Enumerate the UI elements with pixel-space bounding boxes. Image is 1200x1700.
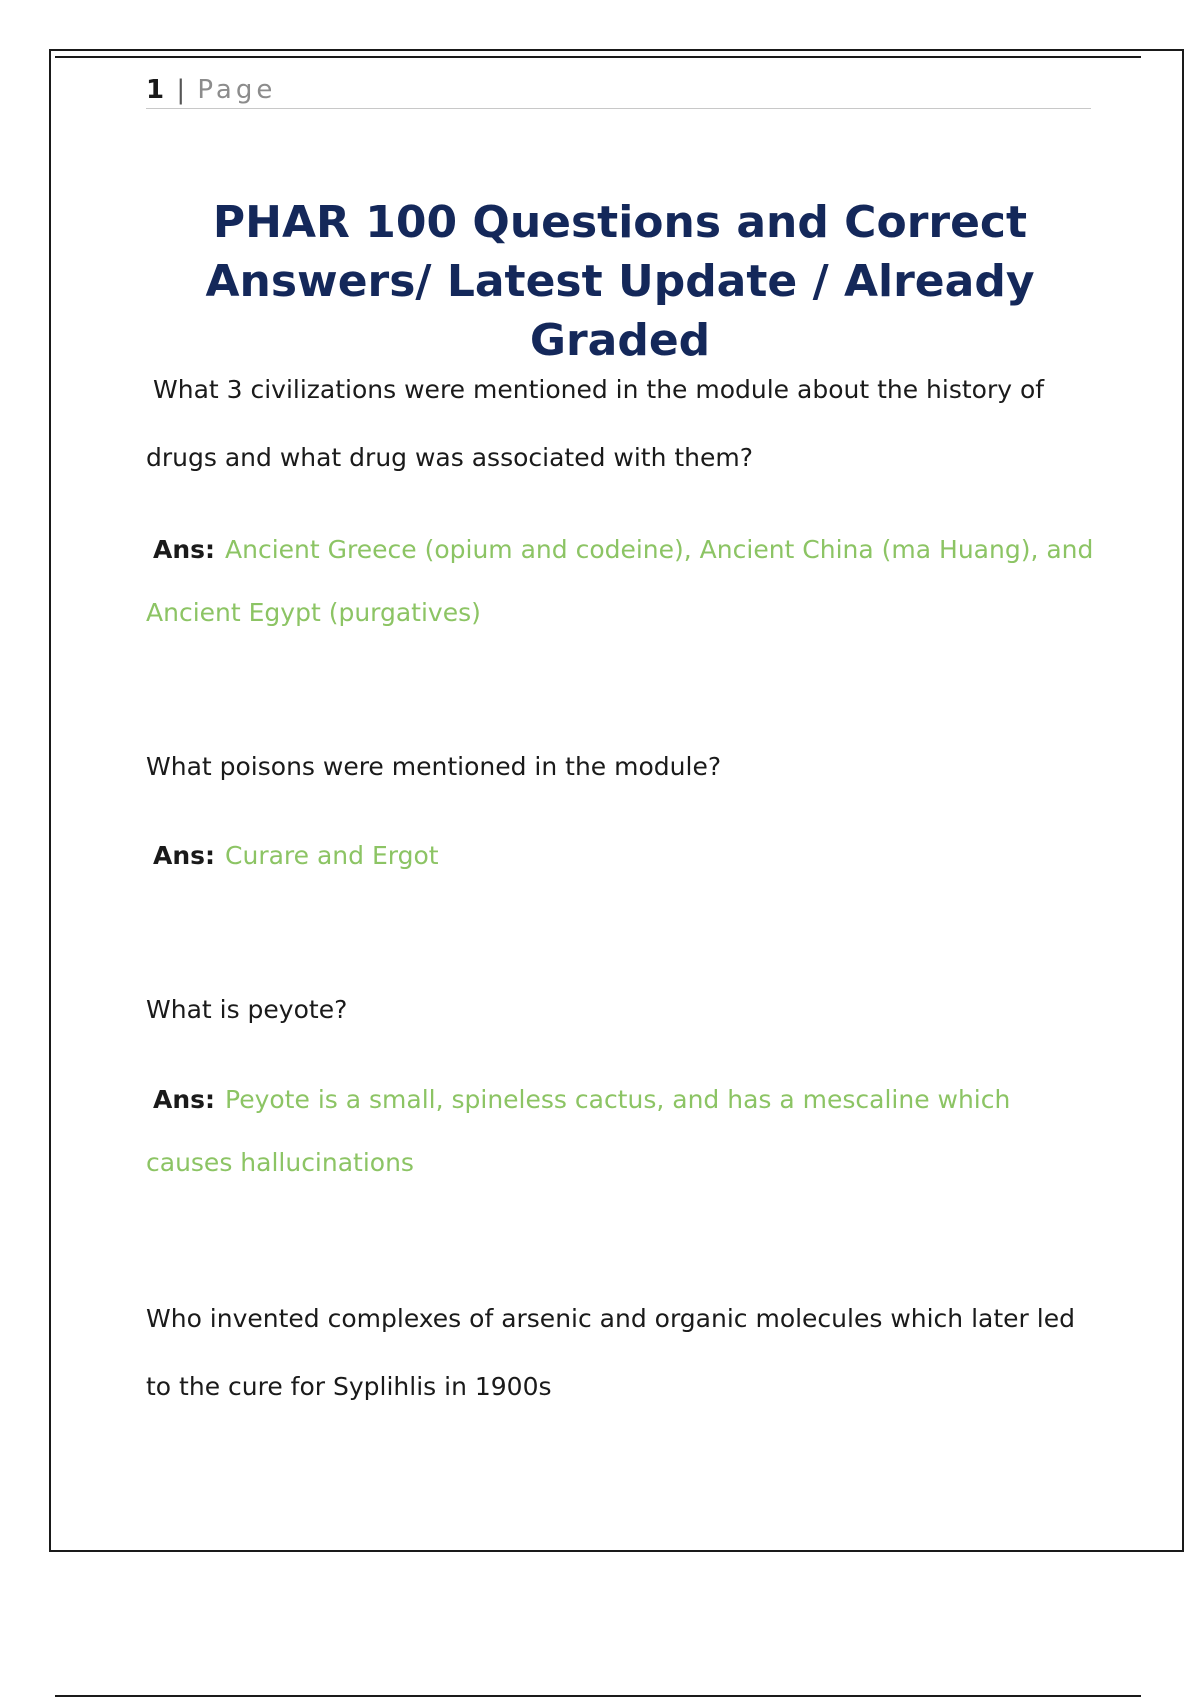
question-4: Who invented complexes of arsenic and organic molecules which later led to the cure for Syplihlis in 1900s [146,1304,1075,1401]
answer-label: Ans: [153,1085,216,1114]
bottom-rule [55,1695,1141,1697]
answer-3-text: Peyote is a small, spineless cactus, and has a mescaline which causes hallucinations [146,1085,1011,1177]
question-3: What is peyote? [146,995,348,1024]
page-separator: | [176,75,186,105]
page-number: 1 [146,75,165,105]
page-header [146,72,1091,109]
answer-1 [146,518,1096,644]
top-rule [55,56,1141,58]
answer-label: Ans: [153,535,216,564]
question-2: What poisons were mentioned in the module? [146,752,722,781]
answer-3 [146,1068,1096,1194]
answer-1-text: Ancient Greece (opium and codeine), Ancient China (ma Huang), and Ancient Egypt (purgatives) [146,535,1094,627]
document-title: PHAR 100 Questions and Correct Answers/ Latest Update / Already Graded [205,197,1035,366]
page-label: Page [197,75,277,105]
question-1: What 3 civilizations were mentioned in the module about the history of drugs and what drug was associated with them? [146,375,1045,472]
answer-2-text: Curare and Ergot [225,841,439,870]
answer-2 [146,824,1096,887]
answer-label: Ans: [153,841,216,870]
